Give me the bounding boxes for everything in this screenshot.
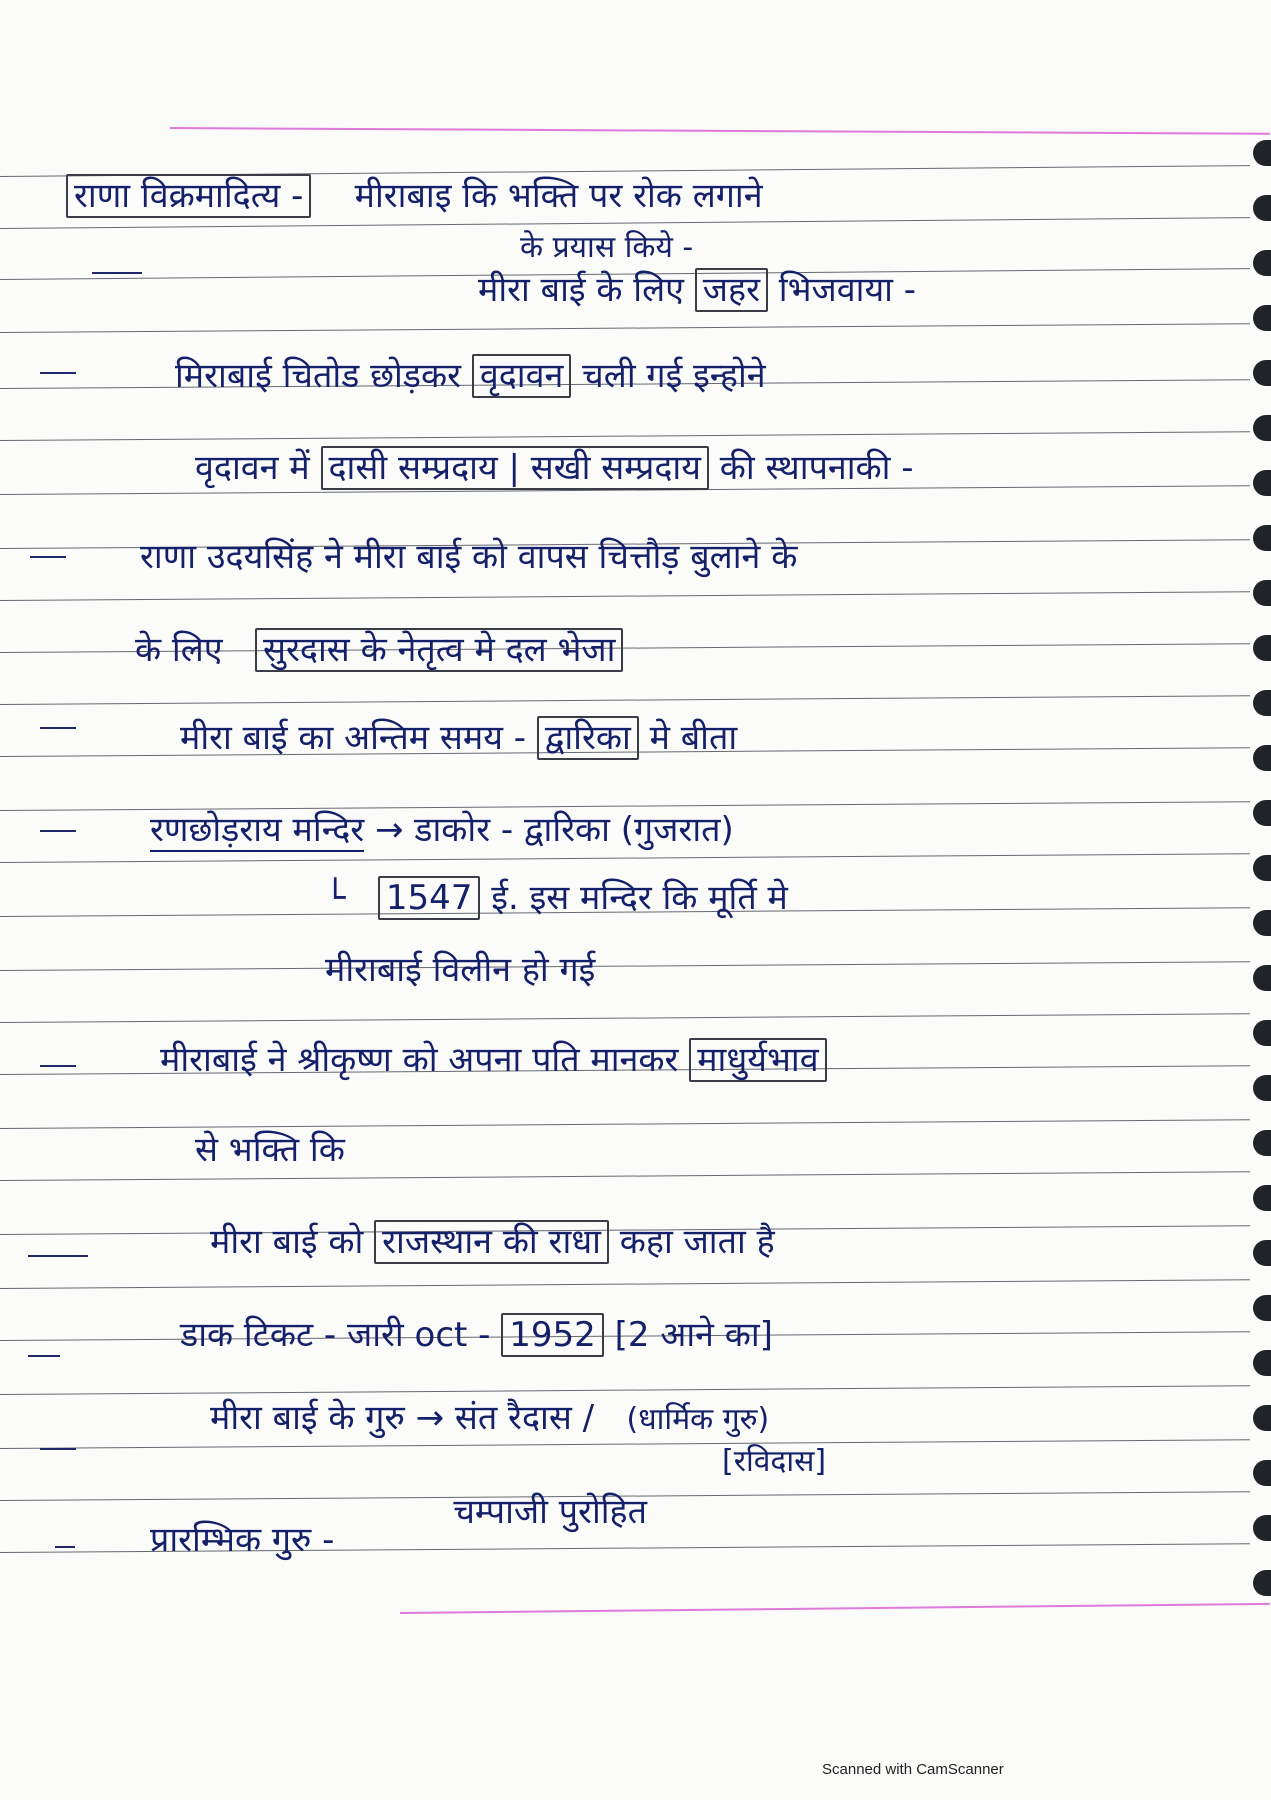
note-text: के प्रयास किये - xyxy=(520,230,694,265)
note-text: [रविदास] xyxy=(722,1444,827,1479)
bullet-dash xyxy=(30,556,66,558)
spiral-ring xyxy=(1253,360,1271,386)
boxed-term-dwarika: द्वारिका xyxy=(537,716,639,760)
ruled-line xyxy=(0,1279,1250,1289)
spiral-ring xyxy=(1253,1570,1271,1596)
note-text: राणा उदयसिंह ने मीरा बाई को वापस चित्तौड़ बुलाने के xyxy=(140,537,798,577)
spiral-ring xyxy=(1253,855,1271,881)
note-text: कहा जाता है xyxy=(619,1222,775,1262)
ruled-line xyxy=(0,591,1250,601)
spiral-ring xyxy=(1253,1350,1271,1376)
ruled-line xyxy=(0,961,1250,971)
note-line-13 xyxy=(195,1130,345,1170)
spiral-ring xyxy=(1253,1460,1271,1486)
note-text: → डाकोर - द्वारिका (गुजरात) xyxy=(374,810,734,850)
ruled-line xyxy=(0,695,1250,705)
corner-arrow: └ xyxy=(325,878,346,918)
note-line-12 xyxy=(160,1040,827,1080)
note-line-2 xyxy=(520,228,693,268)
note-text: भिजवाया - xyxy=(778,270,917,310)
spiral-ring xyxy=(1253,470,1271,496)
spiral-ring xyxy=(1253,415,1271,441)
note-text: मीराबाई ने श्रीकृष्ण को अपना पति मानकर xyxy=(160,1040,679,1080)
spiral-ring xyxy=(1253,635,1271,661)
boxed-term-madhuryabhav: माधुर्यभाव xyxy=(689,1038,826,1082)
scanner-watermark: Scanned with CamScanner xyxy=(822,1761,1004,1778)
boxed-term-surdas: सुरदास के नेतृत्व मे दल भेजा xyxy=(255,628,623,672)
boxed-year-1952: 1952 xyxy=(501,1313,604,1357)
bullet-dash xyxy=(40,830,76,832)
note-text: की स्थापनाकी - xyxy=(719,448,914,488)
note-text: [2 आने का] xyxy=(614,1315,773,1355)
bullet-dash xyxy=(92,272,142,274)
boxed-term-vrindavan: वृदावन xyxy=(472,354,572,398)
spiral-ring xyxy=(1253,580,1271,606)
note-text: मिराबाई चितोड छोड़कर xyxy=(175,356,461,396)
spiral-ring xyxy=(1253,1075,1271,1101)
bullet-dash xyxy=(28,1255,88,1257)
ruled-line xyxy=(0,1013,1250,1023)
note-line-14 xyxy=(210,1222,775,1262)
spiral-ring xyxy=(1253,525,1271,551)
note-text: डाक टिकट - जारी oct - xyxy=(180,1315,491,1355)
note-text: मे बीता xyxy=(649,718,738,758)
spiral-ring xyxy=(1253,1240,1271,1266)
bottom-margin-line xyxy=(400,1603,1270,1614)
note-text: मीरा बाई का अन्तिम समय - xyxy=(180,718,526,758)
note-line-4 xyxy=(175,356,766,396)
spiral-ring xyxy=(1253,745,1271,771)
bullet-dash xyxy=(40,727,76,729)
note-text: मीराबाई विलीन हो गई xyxy=(325,950,596,990)
note-line-9 xyxy=(150,810,734,850)
note-text: से भक्ति कि xyxy=(195,1130,345,1170)
note-line-6 xyxy=(140,537,797,577)
ruled-line xyxy=(0,853,1250,863)
heading-rana-vikramaditya: राणा विक्रमादित्य - xyxy=(66,174,311,218)
spiral-ring xyxy=(1253,305,1271,331)
note-text: प्रारम्भिक गुरु - xyxy=(150,1520,335,1560)
note-text: मीराबाइ कि भक्ति पर रोक लगाने xyxy=(354,176,763,216)
note-text: मीरा बाई के लिए xyxy=(478,270,684,310)
ruled-line xyxy=(0,1171,1250,1181)
ruled-line xyxy=(0,1439,1250,1449)
spiral-ring xyxy=(1253,250,1271,276)
spiral-ring xyxy=(1253,1515,1271,1541)
spiral-ring xyxy=(1253,195,1271,221)
boxed-term-rajasthan-ki-radha: राजस्थान की राधा xyxy=(374,1220,609,1264)
note-line-1 xyxy=(66,176,763,216)
ruled-line xyxy=(0,1119,1250,1129)
note-line-17 xyxy=(722,1442,826,1482)
spiral-ring xyxy=(1253,1130,1271,1156)
spiral-ring xyxy=(1253,800,1271,826)
bullet-dash xyxy=(40,1448,76,1450)
spiral-ring xyxy=(1253,1020,1271,1046)
note-line-15 xyxy=(180,1315,773,1355)
note-text: वृदावन में xyxy=(195,448,310,488)
boxed-term-sampradaya: दासी सम्प्रदाय | सखी सम्प्रदाय xyxy=(321,446,709,490)
note-text: चम्पाजी पुरोहित xyxy=(453,1492,647,1532)
ruled-line xyxy=(0,323,1250,333)
bullet-dash xyxy=(40,1065,76,1067)
underlined-term-ranchhodrai: रणछोड़राय मन्दिर xyxy=(150,810,365,850)
note-line-18 xyxy=(150,1492,647,1560)
note-line-16 xyxy=(210,1398,769,1440)
spiral-ring xyxy=(1253,910,1271,936)
spiral-ring xyxy=(1253,140,1271,166)
note-text: चली गई इन्होने xyxy=(582,356,766,396)
spiral-ring xyxy=(1253,1405,1271,1431)
bullet-dash xyxy=(40,372,76,374)
note-aside: (धार्मिक गुरु) xyxy=(626,1402,770,1437)
boxed-year-1547: 1547 xyxy=(378,876,481,920)
spiral-ring xyxy=(1253,690,1271,716)
note-text: ई. इस मन्दिर कि मूर्ति मे xyxy=(491,878,788,918)
note-text: के लिए xyxy=(135,630,223,670)
note-line-5 xyxy=(195,448,914,488)
spiral-ring xyxy=(1253,965,1271,991)
ruled-line xyxy=(0,1385,1250,1395)
boxed-term-jahar: जहर xyxy=(695,268,768,312)
bullet-dash xyxy=(28,1355,60,1357)
spiral-ring xyxy=(1253,1295,1271,1321)
note-text: मीरा बाई को xyxy=(210,1222,364,1262)
note-text: मीरा बाई के गुरु → संत रैदास / xyxy=(210,1398,595,1438)
bullet-dash xyxy=(55,1546,75,1548)
note-line-8 xyxy=(180,718,737,758)
spiral-ring xyxy=(1253,1185,1271,1211)
note-line-11 xyxy=(325,950,595,990)
ruled-line xyxy=(0,431,1250,441)
note-line-10 xyxy=(325,878,788,918)
note-line-3 xyxy=(478,270,916,310)
note-line-7 xyxy=(135,630,623,670)
top-margin-line xyxy=(170,127,1270,135)
